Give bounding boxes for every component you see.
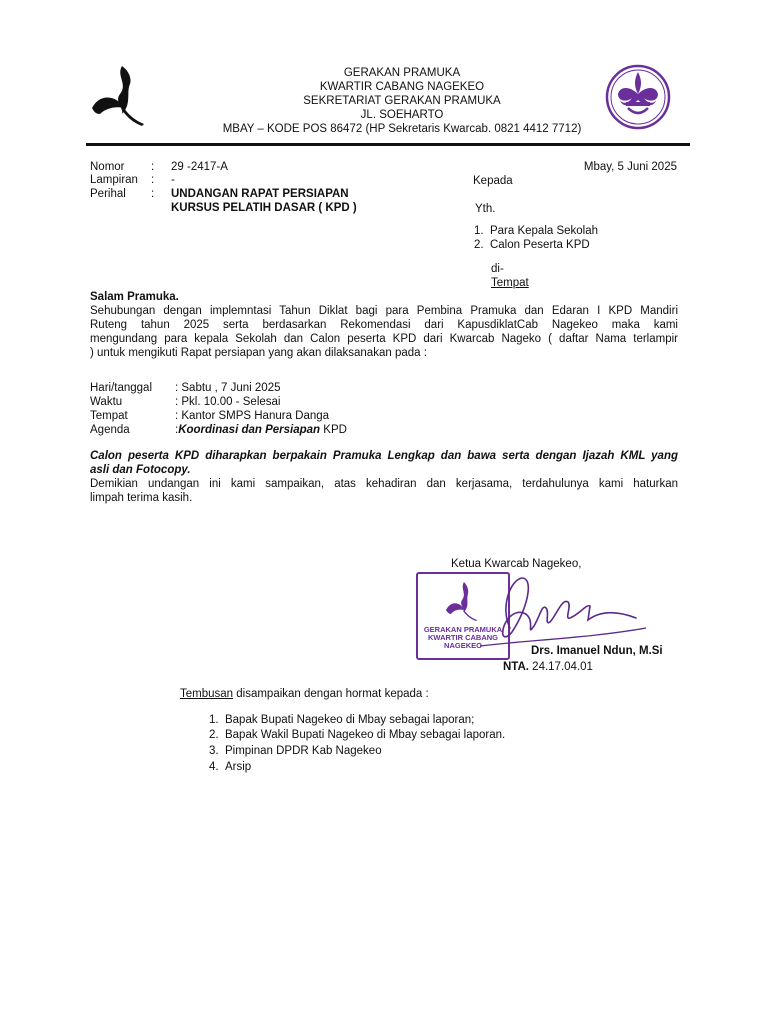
closing-line: Demikian undangan ini kami sampaikan, atas kehadiran dan kerjasama, terdahulunya kami haturkan <box>90 478 678 490</box>
tembusan-item: 2. Bapak Wakil Bupati Nagekeo di Mbay sebagai laporan. <box>209 729 506 741</box>
tempat-acara-label: Tempat <box>90 410 128 422</box>
tembusan-item-text: Pimpinan DPDR Kab Nagekeo <box>224 745 382 757</box>
perihal-label: Perihal <box>90 188 126 200</box>
note-line: asli dan Fotocopy. <box>90 464 191 476</box>
signer-name: Drs. Imanuel Ndun, M.Si <box>531 645 663 657</box>
tembusan-item-text: Bapak Wakil Bupati Nagekeo di Mbay sebagai laporan. <box>224 729 506 741</box>
body-paragraph <box>90 304 678 360</box>
tembusan-label: Tembusan <box>180 688 234 700</box>
waktu-value: : Pkl. 10.00 - Selesai <box>175 396 281 408</box>
body-line: ) untuk mengikuti Rapat persiapan yang akan dilaksanakan pada : <box>90 347 427 359</box>
waktu-label: Waktu <box>90 396 123 408</box>
hari-value: : Sabtu , 7 Juni 2025 <box>175 382 281 394</box>
agenda-label: Agenda <box>90 424 130 436</box>
org-contact: MBAY – KODE POS 86472 (HP Sekretaris Kwarcab. 0821 4412 7712) <box>222 123 582 135</box>
agenda-colon: : <box>175 424 179 436</box>
lampiran-colon: : <box>151 174 155 186</box>
recipient-item-text: Calon Peserta KPD <box>489 239 590 251</box>
stamp-line: KWARTIR CABANG <box>428 633 498 642</box>
recipient-item-text: Para Kepala Sekolah <box>489 225 599 237</box>
signer-title: Ketua Kwarcab Nagekeo, <box>451 558 582 570</box>
tembusan-heading <box>180 687 429 701</box>
dress-code-note <box>90 449 678 477</box>
yth-label: Yth. <box>475 203 496 215</box>
letter-date: Mbay, 5 Juni 2025 <box>583 161 677 173</box>
header-divider <box>86 143 690 146</box>
org-name: GERAKAN PRAMUKA <box>343 67 461 79</box>
agenda-italic: Koordinasi dan Persiapan <box>178 424 321 436</box>
tempat-acara-value: : Kantor SMPS Hanura Danga <box>175 410 330 422</box>
body-line: Ruteng tahun 2025 serta berdasarkan Rekomendasi dari KapusdiklatCab Nagekeo maka kami <box>90 319 678 331</box>
tembusan-item: 4. Arsip <box>209 761 252 773</box>
tembusan-item-text: Arsip <box>224 761 252 773</box>
signer-nta <box>503 660 593 674</box>
nomor-value: 29 -2417-A <box>171 161 228 173</box>
closing-line: limpah terima kasih. <box>90 492 193 504</box>
di-label: di- <box>491 263 504 275</box>
org-secretariat: SEKRETARIAT GERAKAN PRAMUKA <box>303 95 501 107</box>
org-street: JL. SOEHARTO <box>360 109 444 121</box>
org-branch: KWARTIR CABANG NAGEKEO <box>319 81 485 93</box>
closing-paragraph <box>90 477 678 505</box>
perihal-value-line2: KURSUS PELATIH DASAR ( KPD ) <box>171 202 357 214</box>
tembusan-item-text: Bapak Bupati Nagekeo di Mbay sebagai laporan; <box>224 714 475 726</box>
agenda-value <box>175 423 347 437</box>
tembusan-rest: disampaikan dengan hormat kepada : <box>233 688 429 700</box>
hari-label: Hari/tanggal <box>90 382 153 394</box>
tembusan-item: 1. Bapak Bupati Nagekeo di Mbay sebagai laporan; <box>209 714 475 726</box>
nomor-colon: : <box>151 161 155 173</box>
perihal-colon: : <box>151 188 155 200</box>
nomor-label: Nomor <box>90 161 125 173</box>
greeting: Salam Pramuka. <box>90 291 179 303</box>
recipient-item: 2. Calon Peserta KPD <box>474 239 590 251</box>
nta-value: 24.17.04.01 <box>528 661 593 673</box>
kepada-label: Kepada <box>473 175 513 187</box>
tembusan-item: 3. Pimpinan DPDR Kab Nagekeo <box>209 745 382 757</box>
body-line: Sehubungan dengan implemntasi Tahun Diklat bagi para Pembina Pramuka dan Edaran I KPD Mandiri <box>90 305 678 317</box>
stamp-line: GERAKAN PRAMUKA <box>423 625 503 634</box>
lampiran-value: - <box>171 174 175 186</box>
note-line: Calon peserta KPD diharapkan berpakain Pramuka Lengkap dan bawa serta dengan Ijazah KML yang <box>90 450 678 462</box>
recipient-item: 1. Para Kepala Sekolah <box>474 225 599 237</box>
lampiran-label: Lampiran <box>90 174 138 186</box>
agenda-rest: KPD <box>320 424 347 436</box>
perihal-value-line1: UNDANGAN RAPAT PERSIAPAN <box>171 188 349 200</box>
stamp-line: NAGEKEO <box>444 641 482 650</box>
tempat-label: Tempat <box>491 277 529 289</box>
body-line: mengundang para kepala Sekolah dan Calon peserta KPD dari Kwarcab Nageko ( daftar Nama terlampir <box>90 333 678 345</box>
handwritten-signature <box>470 568 650 650</box>
nta-label: NTA. <box>503 661 529 673</box>
